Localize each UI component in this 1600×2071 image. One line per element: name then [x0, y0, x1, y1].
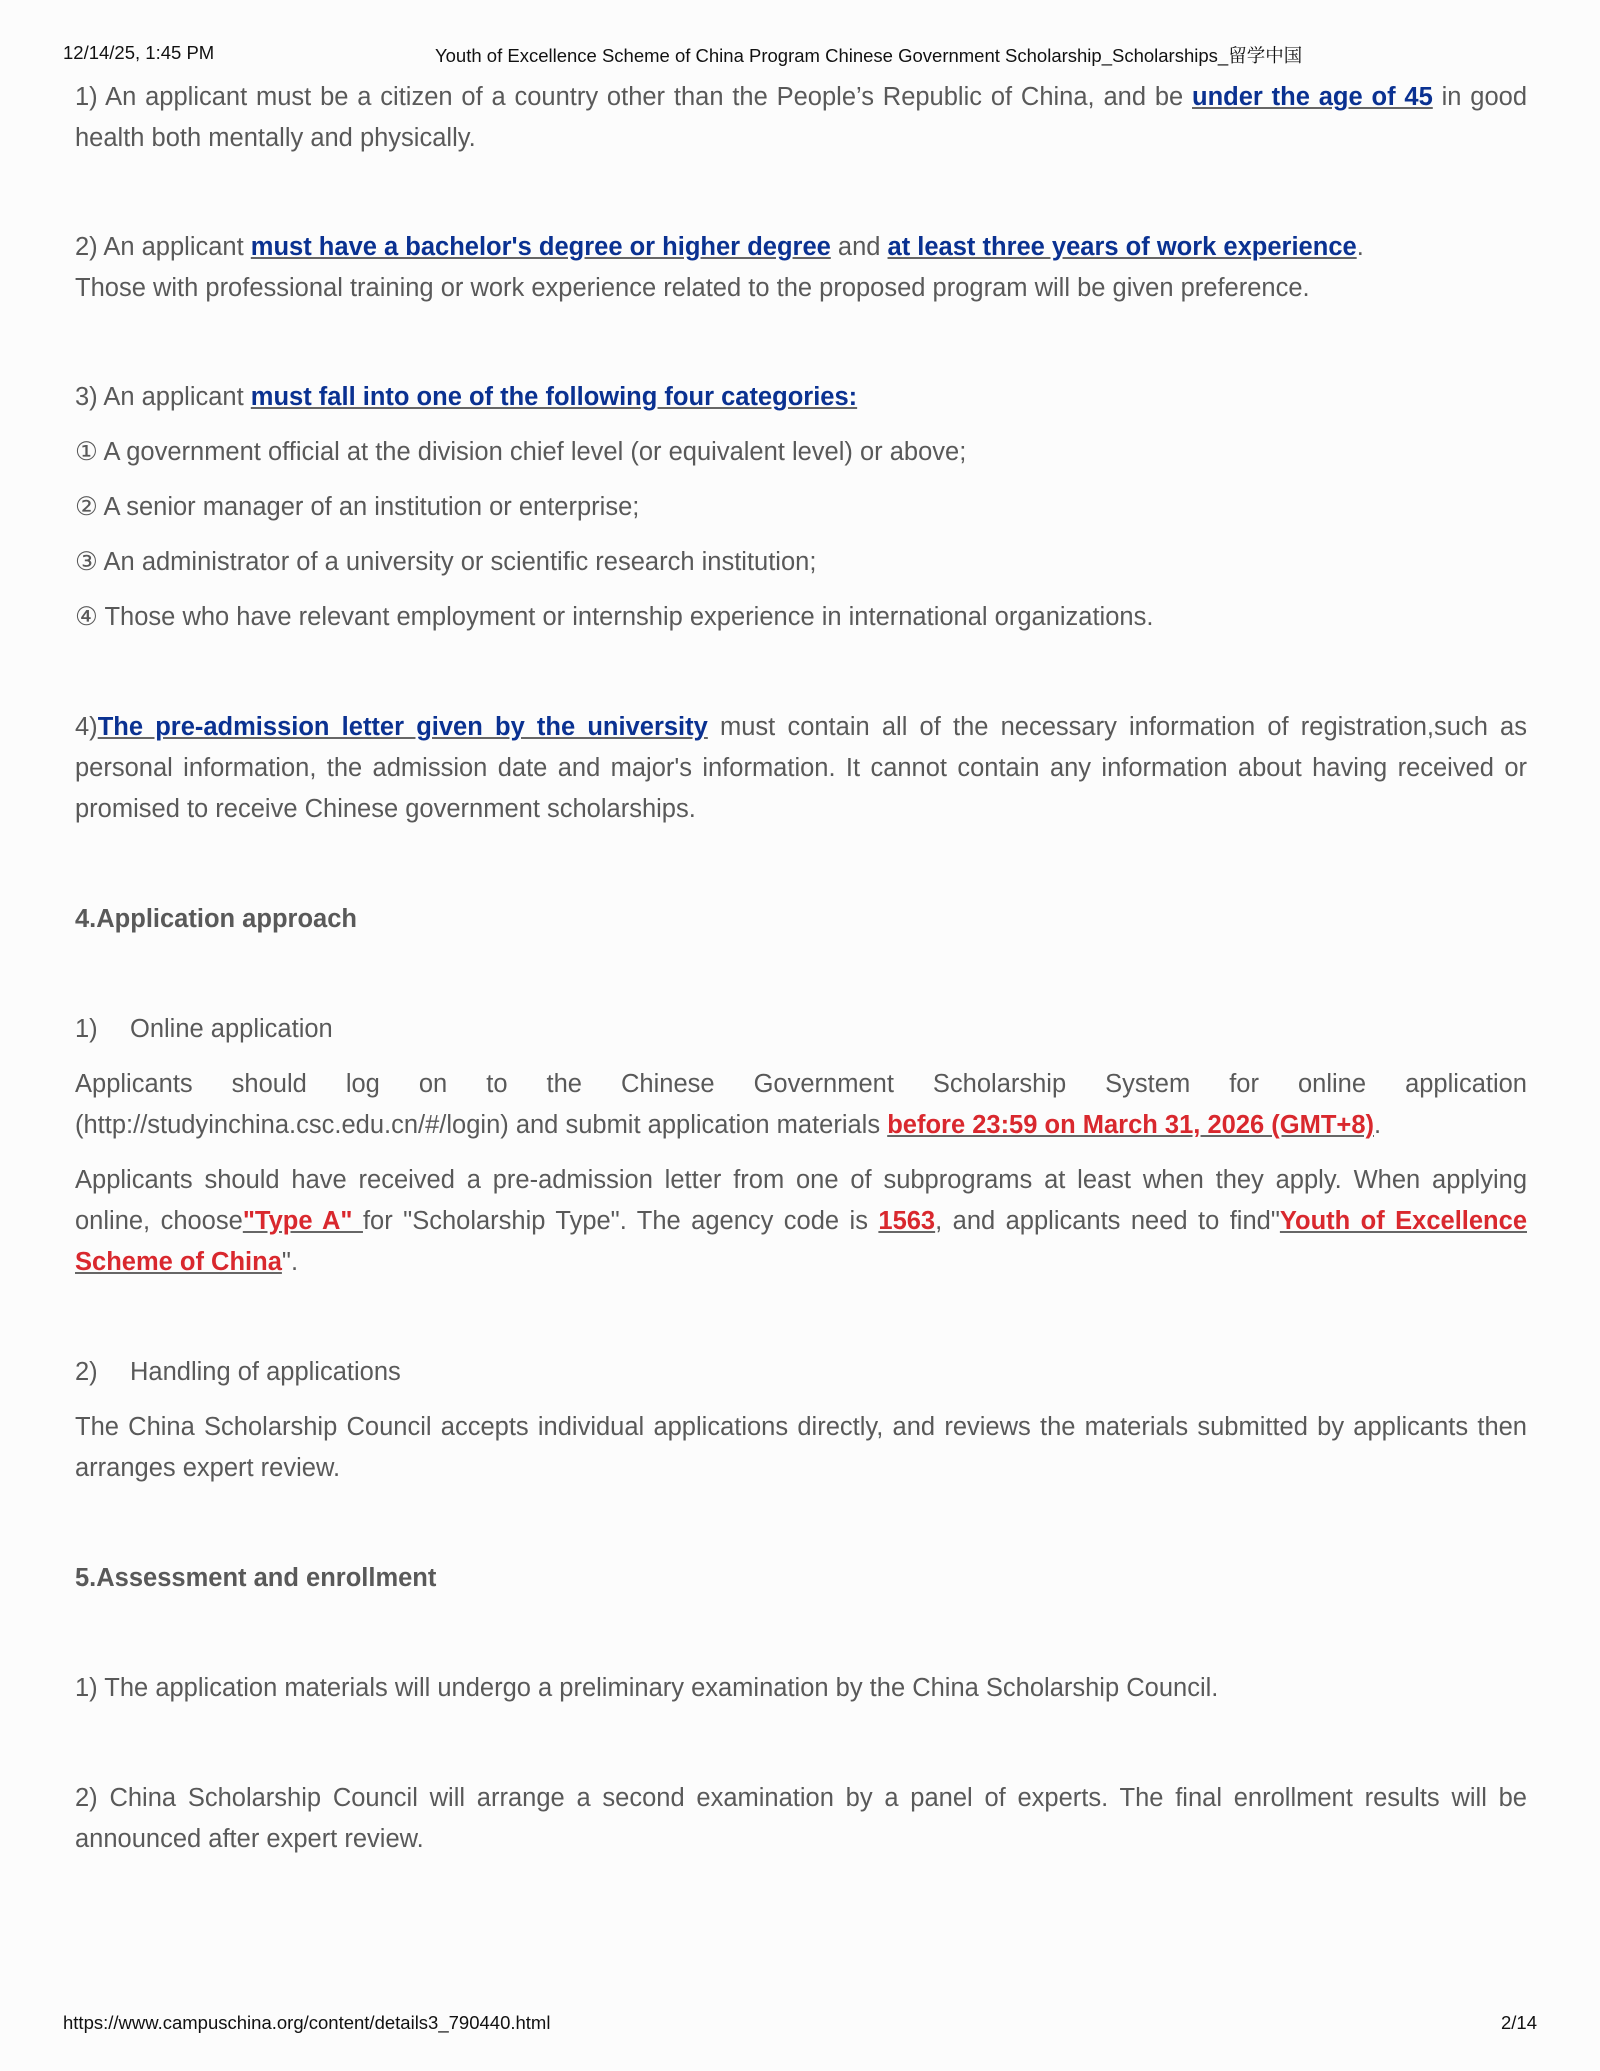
category-item: ① A government official at the division chief level (or equivalent level) or above; — [75, 438, 967, 466]
online-application-instructions — [75, 1064, 1527, 1146]
deadline-link[interactable]: before 23:59 on March 31, 2026 (GMT+8) — [887, 1111, 1374, 1139]
online-application-period: . — [1374, 1111, 1382, 1139]
categories-link[interactable]: must fall into one of the following four categories: — [250, 383, 858, 411]
section-4-heading: 4.Application approach — [75, 905, 357, 933]
eligibility-item-2-period: . — [1356, 233, 1364, 261]
assessment-item-2: 2) China Scholarship Council will arrange a second examination by a panel of experts. The final enrollment results will be announced after expert review. — [75, 1784, 1527, 1853]
assessment-item-1: 1) The application materials will undergo a preliminary examination by the China Scholarship Council. — [75, 1674, 1219, 1702]
eligibility-item-3 — [75, 377, 1527, 418]
eligibility-item-1-suffix: in good health both mentally and physically. — [75, 83, 1528, 152]
section-5-heading: 5.Assessment and enrollment — [75, 1564, 437, 1592]
print-datetime: 12/14/25, 1:45 PM — [63, 42, 215, 63]
eligibility-item-3-text: 3) An applicant — [75, 383, 251, 411]
program-name-link[interactable]: Youth of Excellence Scheme of China — [75, 1207, 1527, 1276]
online-application-number: 1) — [75, 1015, 98, 1043]
eligibility-item-2-and: and — [830, 233, 888, 261]
scholarship-type-text-4: ". — [281, 1248, 299, 1276]
eligibility-item-4-number: 4) — [75, 713, 98, 741]
handling-applications-title: Handling of applications — [130, 1358, 401, 1386]
handling-applications-number: 2) — [75, 1358, 98, 1386]
degree-requirement-link[interactable]: must have a bachelor's degree or higher degree — [250, 233, 831, 261]
print-header — [63, 42, 1537, 66]
eligibility-item-1 — [75, 77, 1527, 159]
category-item: ② A senior manager of an institution or enterprise; — [75, 493, 640, 521]
scholarship-type-text-3: , and applicants need to find" — [935, 1207, 1280, 1235]
print-page-title: Youth of Excellence Scheme of China Program Chinese Government Scholarship_Scholarships_留学中国 — [435, 45, 1303, 66]
eligibility-item-4-text: must contain all of the necessary information of registration,such as personal information, the admission date and major's information. It cannot contain any information about having received or promised to receive Chinese government scholarships. — [75, 713, 1527, 823]
handling-applications-text: The China Scholarship Council accepts individual applications directly, and reviews the materials submitted by applicants then arranges expert review. — [75, 1413, 1527, 1482]
age-limit-link[interactable]: under the age of 45 — [1192, 83, 1433, 111]
page-indicator: 2/14 — [1500, 2012, 1537, 2033]
category-item: ③ An administrator of a university or scientific research institution; — [75, 548, 817, 576]
page-url: https://www.campuschina.org/content/details3_790440.html — [63, 2012, 551, 2033]
work-experience-link[interactable]: at least three years of work experience — [887, 233, 1357, 261]
online-application-subheading — [75, 1009, 333, 1050]
pre-admission-letter-link[interactable]: The pre-admission letter given by the university — [97, 713, 708, 741]
agency-code-link[interactable]: 1563 — [878, 1207, 936, 1235]
eligibility-item-2 — [75, 227, 1527, 268]
eligibility-item-2-preference: Those with professional training or work experience related to the proposed program will be given preference. — [75, 274, 1310, 302]
online-application-text: Applicants should log on to the Chinese Government Scholarship System for online application (http://studyinchina.csc.edu.cn/#/login) and submit application materials — [75, 1070, 1527, 1139]
category-item: ④ Those who have relevant employment or internship experience in international organizations. — [75, 603, 1154, 631]
eligibility-item-4 — [75, 707, 1527, 830]
scholarship-type-text-2: for "Scholarship Type". The agency code is — [362, 1207, 879, 1235]
eligibility-item-1-text: 1) An applicant must be a citizen of a country other than the People’s Republic of China, and be — [75, 83, 1193, 111]
eligibility-item-2-text: 2) An applicant — [75, 233, 251, 261]
handling-applications-subheading — [75, 1352, 401, 1393]
online-application-title: Online application — [130, 1015, 333, 1043]
type-a-link[interactable]: "Type A" — [242, 1207, 363, 1235]
scholarship-type-instructions — [75, 1160, 1527, 1283]
scholarship-type-text-1: Applicants should have received a pre-admission letter from one of subprograms at least when they apply. When applying online, choose — [75, 1166, 1527, 1235]
